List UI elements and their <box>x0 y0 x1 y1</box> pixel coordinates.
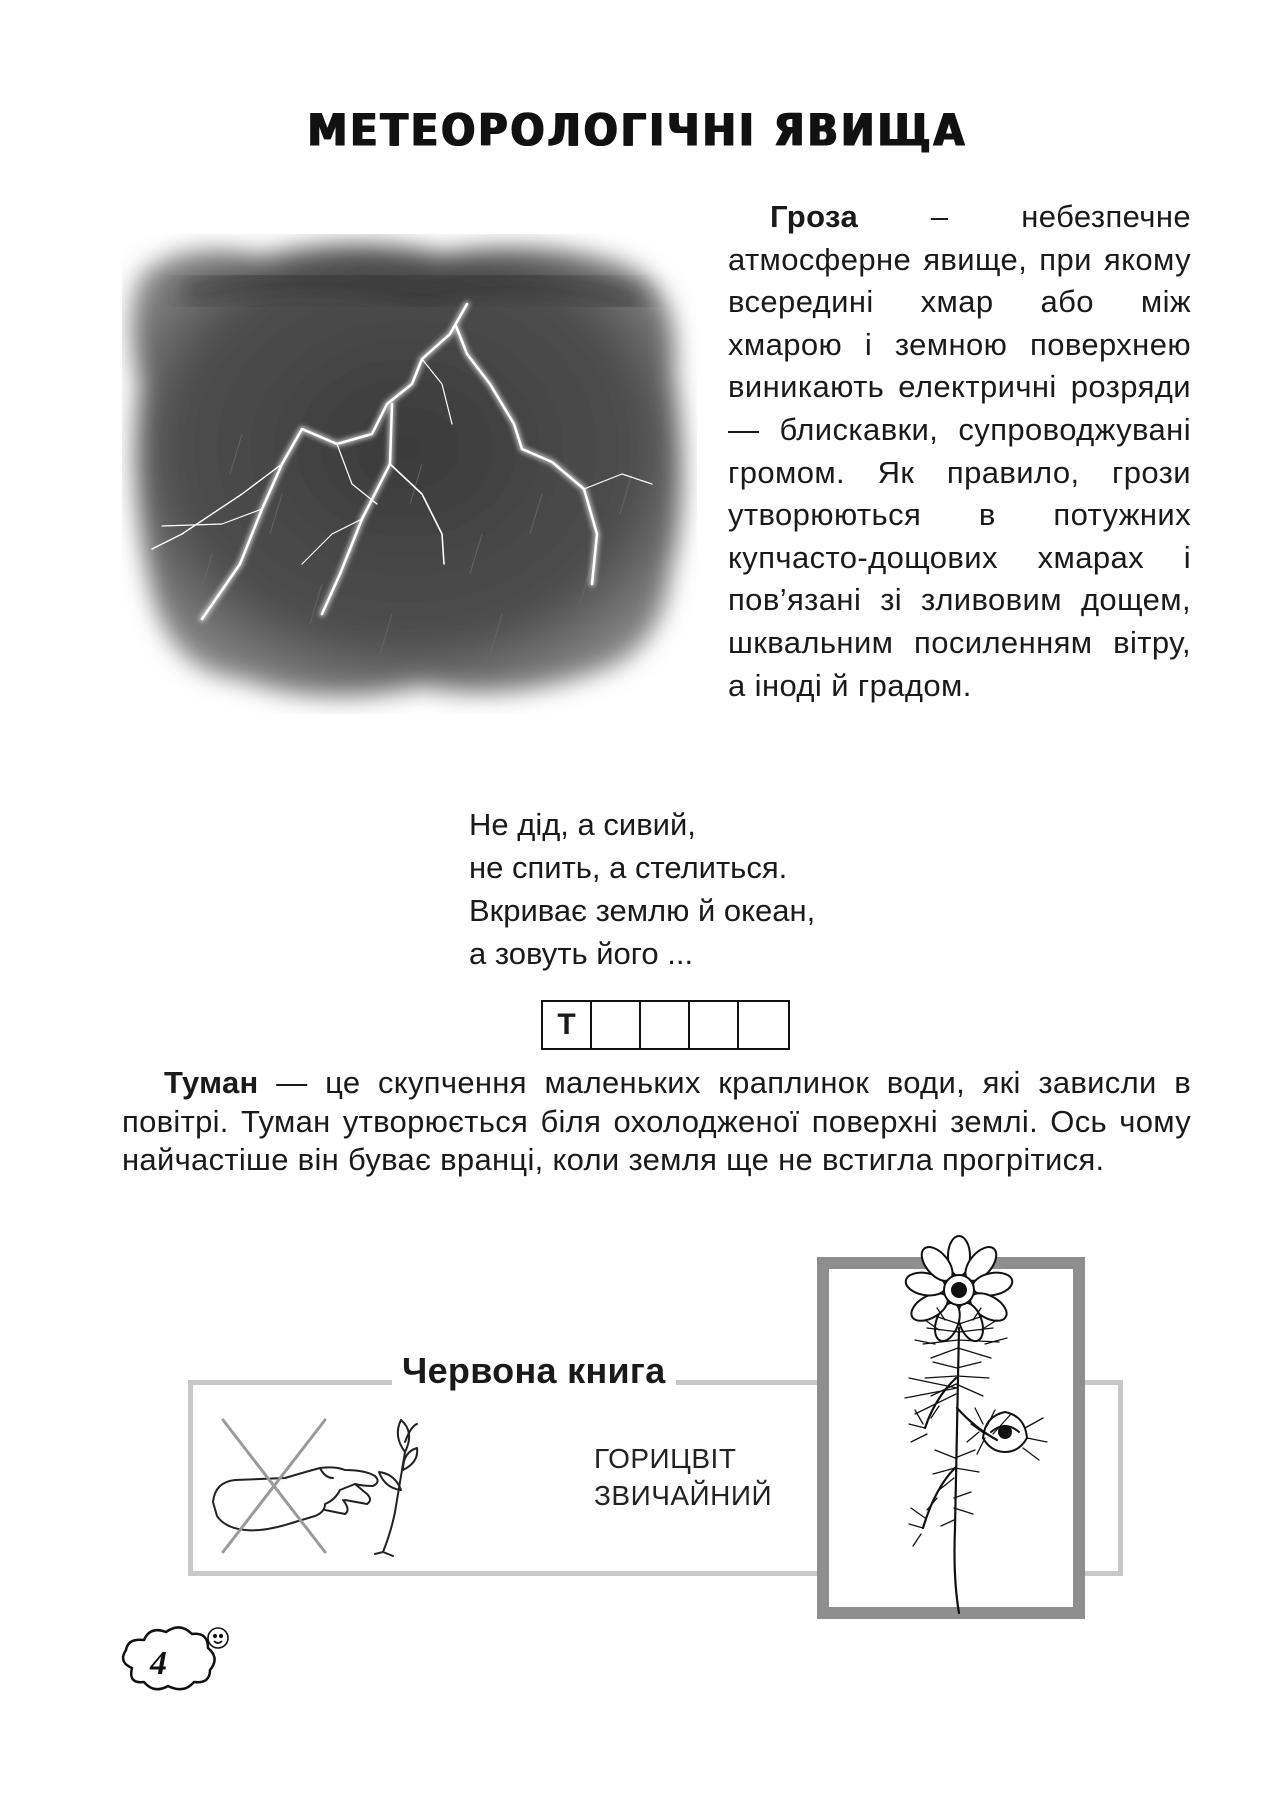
riddle-line-1: Не дід, а сивий, <box>469 807 696 842</box>
riddle-line-2: не спить, а стелиться. <box>469 850 788 885</box>
answer-cell-1[interactable]: Т <box>543 1002 592 1048</box>
riddle <box>469 803 989 975</box>
thunderstorm-definition: – небезпечне атмосферне явище, при якому всередині хмар або між хмарою і земною поверхнею виникають електричні розряди — блискавки, супроводжувані громом. Як правило, грози утворюються в потужних купчасто-дощових хмарах і пов’язані зі зливовим дощем, шквальним посиленням вітру, а іноді й градом. <box>728 199 1191 703</box>
answer-cell-2[interactable] <box>592 1002 641 1048</box>
plant-name <box>594 1440 772 1514</box>
page-title: МЕТЕОРОЛОГІЧНІ ЯВИЩА <box>307 105 968 157</box>
red-book-title: Червона книга <box>392 1350 676 1392</box>
plant-name-line-1: ГОРИЦВІТ <box>594 1443 737 1474</box>
answer-grid <box>541 1000 790 1050</box>
answer-cell-3[interactable] <box>641 1002 690 1048</box>
fog-paragraph <box>122 1064 1191 1180</box>
riddle-line-4: а зовуть його ... <box>469 936 694 971</box>
fog-term: Туман <box>164 1065 259 1100</box>
answer-cell-5[interactable] <box>739 1002 788 1048</box>
riddle-line-3: Вкриває землю й океан, <box>469 893 816 928</box>
plant-name-line-2: ЗВИЧАЙНИЙ <box>594 1480 773 1511</box>
thunderstorm-paragraph <box>728 196 1191 707</box>
thunderstorm-term: Гроза <box>770 199 859 234</box>
fog-definition: — це скупчення маленьких краплинок води, які зависли в повітрі. Туман утворюється біля охолодженої поверхні землі. Ось чому найчастіше він буває вранці, коли земля ще не встигла прогрітися. <box>122 1065 1191 1177</box>
thunderstorm-illustration <box>122 234 697 714</box>
answer-cell-4[interactable] <box>690 1002 739 1048</box>
page-number-badge <box>114 1618 234 1698</box>
page-number: 4 <box>150 1645 167 1682</box>
adonis-flower-illustration <box>875 1228 1055 1618</box>
no-picking-plant-icon <box>205 1412 420 1560</box>
